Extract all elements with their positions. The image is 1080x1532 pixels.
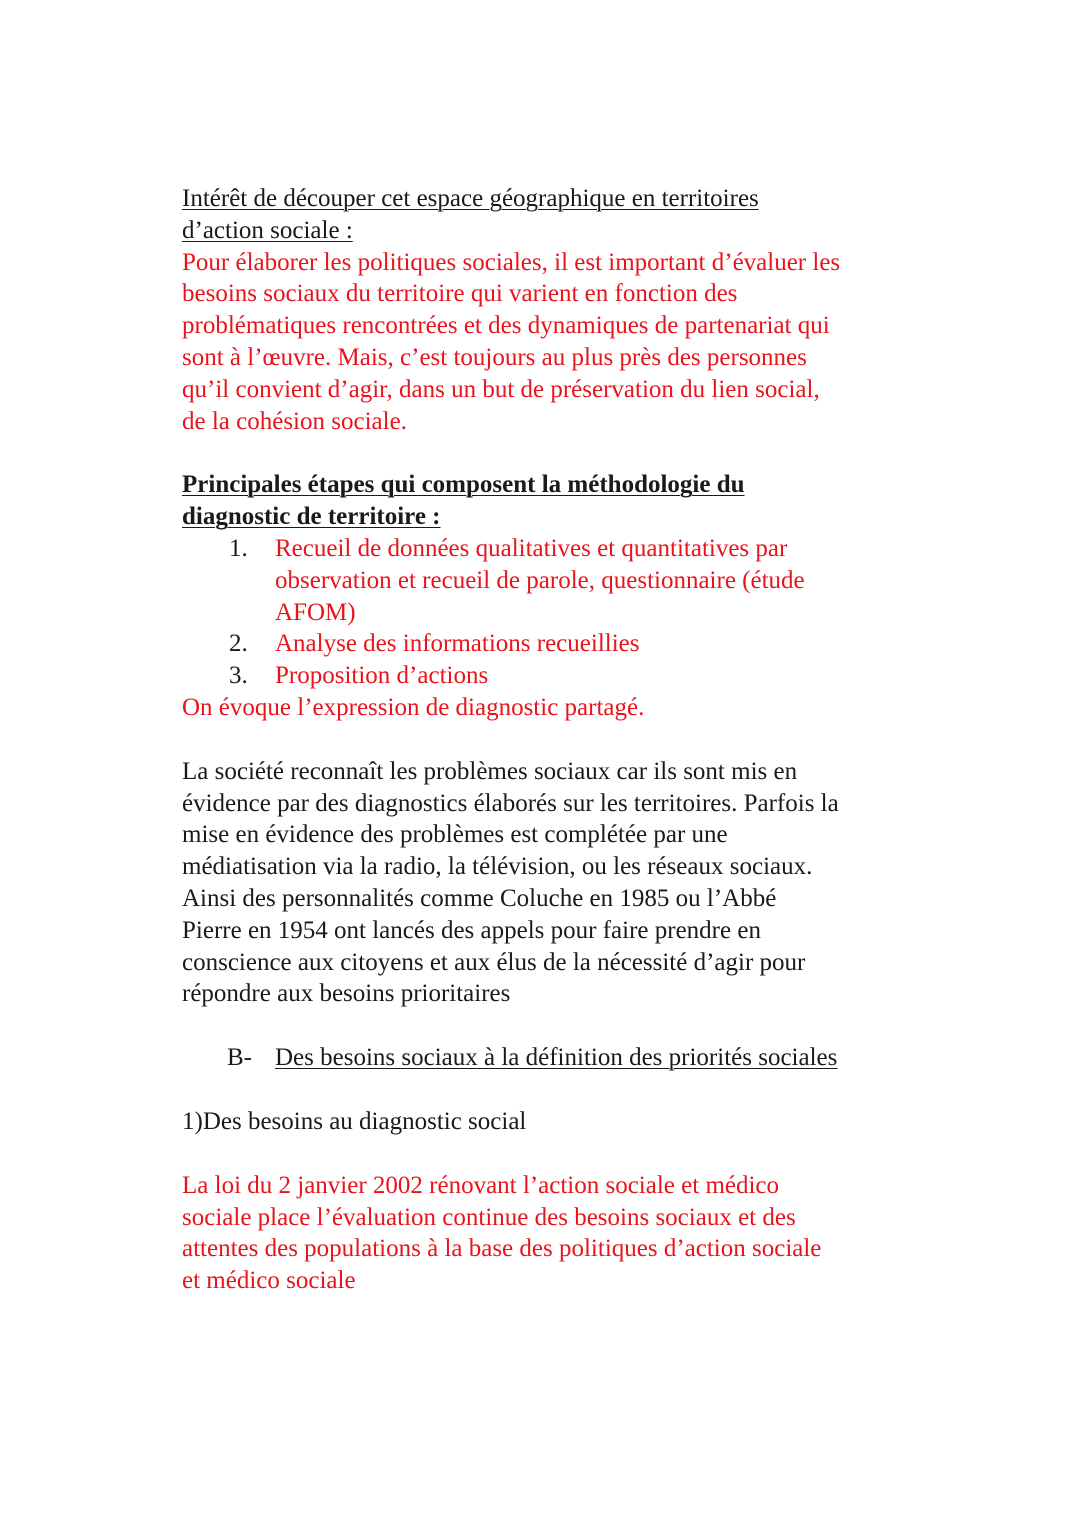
list-item-line: Proposition d’actions [275,662,489,690]
body-line: et médico sociale [182,1267,356,1295]
list-item [182,533,902,628]
body-line: répondre aux besoins prioritaires [182,980,511,1008]
subsection-title [182,1042,902,1074]
body-line: conscience aux citoyens et aux élus de la nécessité d’agir pour [182,948,806,976]
spacer [182,1010,902,1042]
subsection-letter: B- [227,1044,252,1072]
section-body [182,247,902,438]
list-item [182,628,902,660]
section-body [182,1170,902,1297]
body-line: attentes des populations à la base des politiques d’action sociale [182,1235,822,1263]
body-line: problématiques rencontrées et des dynamiques de partenariat qui [182,312,830,340]
heading-line: Intérêt de découper cet espace géographique en territoires [182,185,759,212]
list-number: 3. [229,662,248,690]
body-line: qu’il convient d’agir, dans un but de préservation du lien social, [182,375,820,403]
body-line: sociale place l’évaluation continue des besoins sociaux et des [182,1203,796,1231]
heading-line: Principales étapes qui composent la méthodologie du [182,471,745,499]
conclusion-line: On évoque l’expression de diagnostic partagé. [182,693,645,721]
document-page [182,183,902,1297]
list-number: 2. [229,630,248,658]
spacer [182,724,902,756]
body-line: évidence par des diagnostics élaborés sur les territoires. Parfois la [182,789,839,817]
body-line: La loi du 2 janvier 2002 rénovant l’action sociale et médico [182,1171,780,1199]
subheading-line: 1)Des besoins au diagnostic social [182,1107,527,1135]
section-methodologie [182,469,902,723]
section-problemes-sociaux [182,756,902,1010]
spacer [182,1074,902,1106]
list-number: 1. [229,534,248,562]
section-priorites-sociales [182,1042,902,1297]
list-item-line: observation et recueil de parole, questionnaire (étude [275,566,805,594]
section-heading [182,183,902,247]
subsection-title-text: Des besoins sociaux à la définition des priorités sociales [275,1044,838,1072]
body-line: médiatisation via la radio, la télévision, ou les réseaux sociaux. [182,853,813,881]
steps-list [182,533,902,692]
body-line: Pour élaborer les politiques sociales, il est important d’évaluer les [182,248,841,276]
body-line: de la cohésion sociale. [182,407,407,435]
heading-line: d’action sociale : [182,216,353,244]
list-item-line: Analyse des informations recueillies [275,630,640,658]
subheading [182,1106,902,1138]
section-body [182,756,902,1010]
list-item-line: AFOM) [275,598,356,626]
spacer [182,1138,902,1170]
list-item [182,660,902,692]
body-line: Ainsi des personnalités comme Coluche en 1985 ou l’Abbé [182,884,777,912]
body-line: besoins sociaux du territoire qui varient en fonction des [182,280,738,308]
body-line: sont à l’œuvre. Mais, c’est toujours au plus près des personnes [182,343,807,371]
heading-line: diagnostic de territoire : [182,503,441,531]
section-conclusion [182,692,902,724]
section-territoires [182,183,902,437]
body-line: mise en évidence des problèmes est complétée par une [182,821,728,849]
section-heading [182,469,902,533]
list-item-line: Recueil de données qualitatives et quantitatives par [275,534,788,562]
body-line: Pierre en 1954 ont lancés des appels pour faire prendre en [182,916,761,944]
body-line: La société reconnaît les problèmes sociaux car ils sont mis en [182,757,798,785]
spacer [182,437,902,469]
